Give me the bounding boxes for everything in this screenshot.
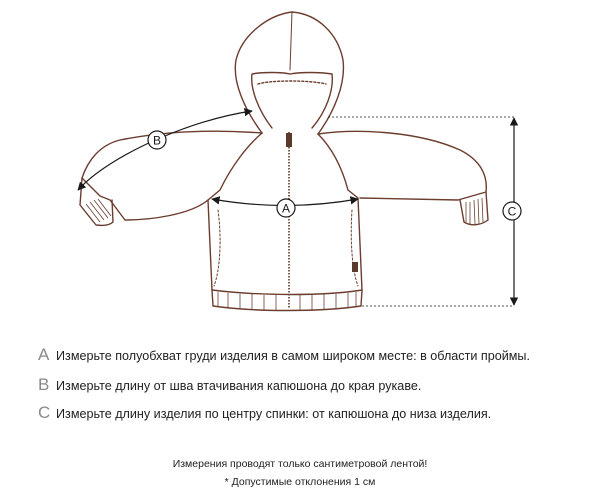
marker-c: C [507,204,517,219]
instruction-c [38,403,491,423]
zipper [286,132,358,308]
measure-a [212,199,358,217]
instruction-letter: A [38,345,50,364]
instruction-b [38,375,421,395]
instruction-text: Измерьте длину от шва втачивания капюшона до края рукаве. [56,379,422,393]
marker-b: B [152,133,162,148]
jacket-outline [80,12,488,311]
tape-note: Измерения проводят только сантиметровой лентой! [172,458,428,470]
instruction-letter: C [38,403,51,422]
measure-c [328,117,521,306]
instruction-letter: B [38,375,50,394]
instruction-text: Измерьте длину изделия по центру спинки: от капюшона до низа изделия. [56,407,492,421]
marker-a: A [281,201,291,216]
tolerance-note: * Допустимые отклонения 1 см [224,476,376,488]
instruction-a [38,345,530,365]
instruction-text: Измерьте полуобхват груди изделия в самом широком месте: в области проймы. [56,349,530,363]
